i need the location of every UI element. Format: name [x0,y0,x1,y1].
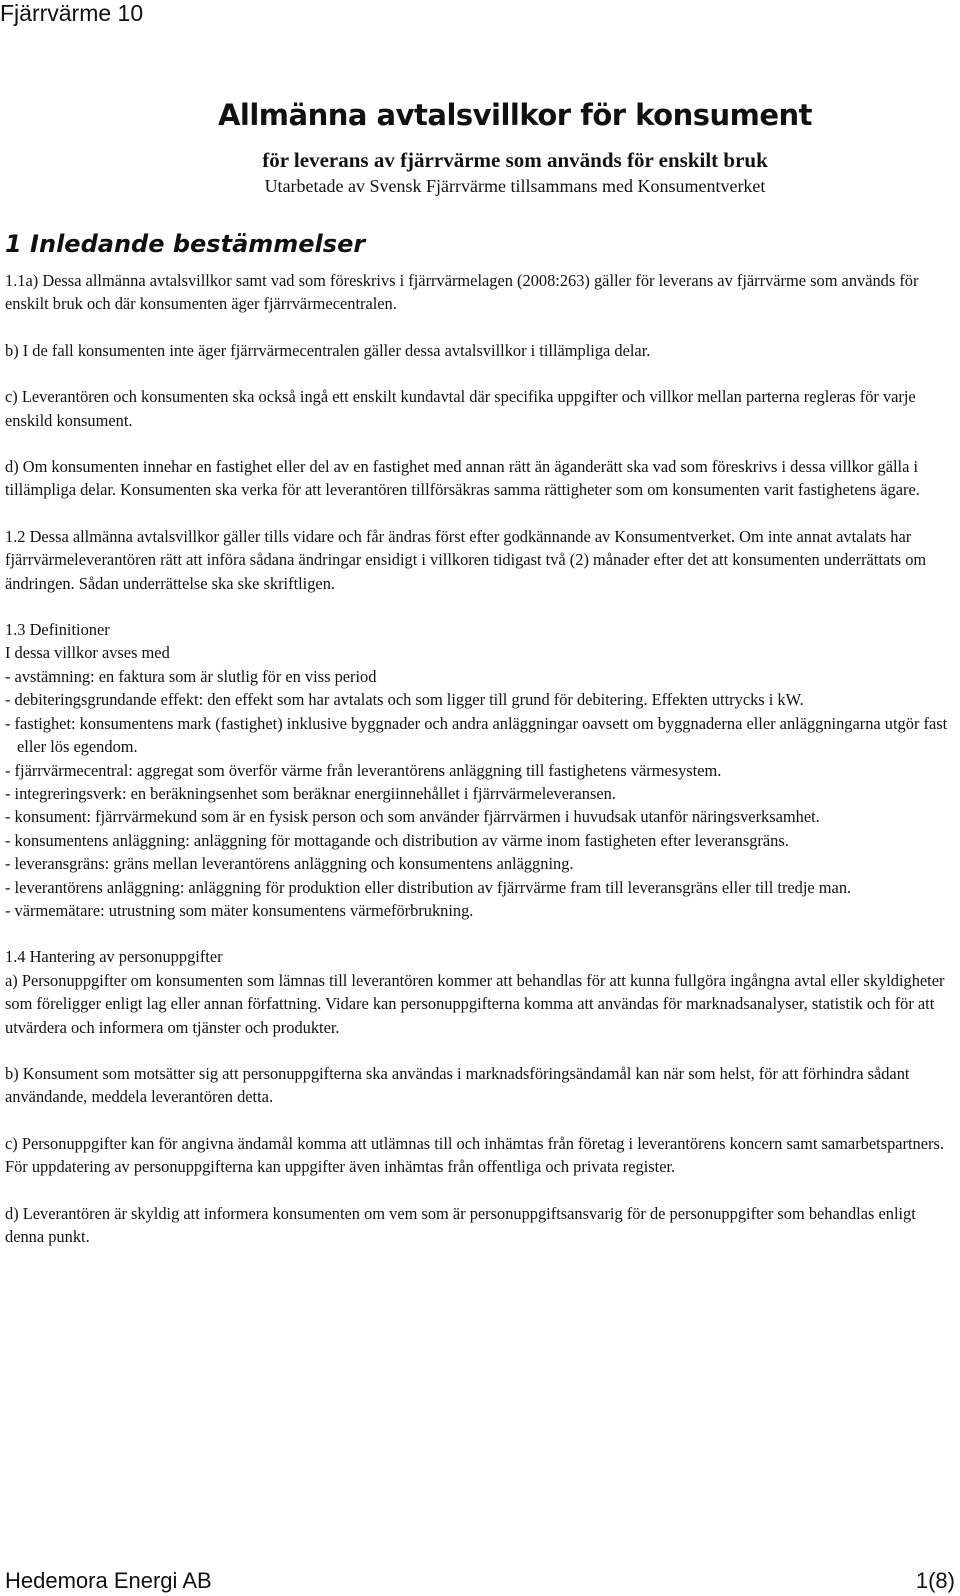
paragraph-1-1a: 1.1a) Dessa allmänna avtalsvillkor samt vad som föreskrivs i fjärrvärmelagen (2008:263) gäller för leverans av fjärrvärme som används för enskilt bruk och där konsumenten äger fjärrvärmecentralen. [5,271,919,314]
paragraph-1-2: 1.2 Dessa allmänna avtalsvillkor gäller tills vidare och får ändras först efter godkännande av Konsumentverket. Om inte annat avtalats har fjärrvärmeleverantören rätt att införa sådana ändringar ensidigt i villkoren tidigast två (2) månader efter det att konsumenten underrättats om ändringen. Sådan underrättelse ska ske skriftligen. [5,526,927,593]
paragraph-1-4c: c) Personuppgifter kan för angivna ändamål komma att utlämnas till och inhämtas från företag i leverantörens koncern samt samarbetspartners. För uppdatering av personuppgifterna kan uppgifter även inhämtas från offentliga och privata register. [5,1133,944,1177]
document-title: Allmänna avtalsvillkor för konsument [217,98,813,132]
definitions-heading: 1.3 Definitioner [5,620,110,640]
definition-item: - konsument: fjärrvärmekund som är en fysisk person och som använder fjärrvärmen i huvudsak utanför näringsverksamhet. [5,807,820,827]
paragraph-1-4b: b) Konsument som motsätter sig att personuppgifterna ska användas i marknadsföringsändamål kan när som helst, för att förhindra sådant användande, meddela leverantören detta. [5,1063,910,1107]
paragraph-1-1c: c) Leverantören och konsumenten ska också ingå ett enskilt kundavtal där specifika uppgifter och villkor mellan parterna regleras för varje enskild konsument. [5,387,916,430]
document-header: Fjärrvärme 10 [0,0,144,26]
document-authors: Utarbetade av Svensk Fjärrvärme tillsammans med Konsumentverket [264,176,766,196]
definition-item: - värmemätare: utrustning som mäter konsumentens värmeförbrukning. [5,900,474,920]
page-number: 1(8) [915,1568,955,1593]
paragraph-1-1d: d) Om konsumenten innehar en fastighet eller del av en fastighet med annan rätt än äganderätt ska vad som föreskrivs i dessa villkor gälla i tillämpliga delar. Konsumenten ska verka för att leverantören tillförsäkras samma rättigheter som om konsumenten varit fastighetens ägare. [5,457,920,500]
definition-item: - konsumentens anläggning: anläggning för mottagande och distribution av värme inom fastigheten efter leveransgräns. [5,830,789,850]
document-body [5,269,955,1248]
definitions-section [5,618,955,922]
definitions-intro: I dessa villkor avses med [5,643,170,663]
definition-item: - fjärrvärmecentral: aggregat som överför värme från leverantörens anläggning till fastighetens värmesystem. [5,760,722,780]
definition-item: - leveransgräns: gräns mellan leverantörens anläggning och konsumentens anläggning. [5,854,574,874]
definition-item: - fastighet: konsumentens mark (fastighet) inklusive byggnader och andra anläggningar oavsett om byggnaderna eller anläggningarna utgör fast eller lös egendom. [5,713,948,757]
document-subtitle: för leverans av fjärrvärme som används för enskilt bruk [262,148,768,172]
section-heading: 1 Inledande bestämmelser [5,230,366,258]
definition-item: - integreringsverk: en beräkningsenhet som beräknar energiinnehållet i fjärrvärmeleveransen. [5,783,616,803]
personal-data-heading: 1.4 Hantering av personuppgifter [5,947,223,967]
paragraph-1-4a: a) Personuppgifter om konsumenten som lämnas till leverantören kommer att behandlas för att kunna fullgöra ingångna avtal eller skyldigheter som föreligger enligt lag eller annan författning. Vidare kan personuppgifterna komma att användas för marknadsanalyser, statistik och för att utvärdera och informera om tjänster och produkter. [5,970,945,1037]
paragraph-1-4d: d) Leverantören är skyldig att informera konsumenten om vem som är personuppgiftsansvarig för de personuppgifter som behandlas enligt denna punkt. [5,1203,916,1246]
definition-item: - leverantörens anläggning: anläggning för produktion eller distribution av fjärrvärme fram till leveransgräns eller till tredje man. [5,877,852,897]
personal-data-section [5,945,955,1248]
paragraph-1-1b: b) I de fall konsumenten inte äger fjärrvärmecentralen gäller dessa avtalsvillkor i tillämpliga delar. [5,340,651,360]
definition-item: - avstämning: en faktura som är slutlig för en viss period [5,666,377,686]
definition-item: - debiteringsgrundande effekt: den effekt som har avtalats och som ligger till grund för debitering. Effekten uttrycks i kW. [5,690,804,710]
footer-company: Hedemora Energi AB [5,1568,212,1593]
